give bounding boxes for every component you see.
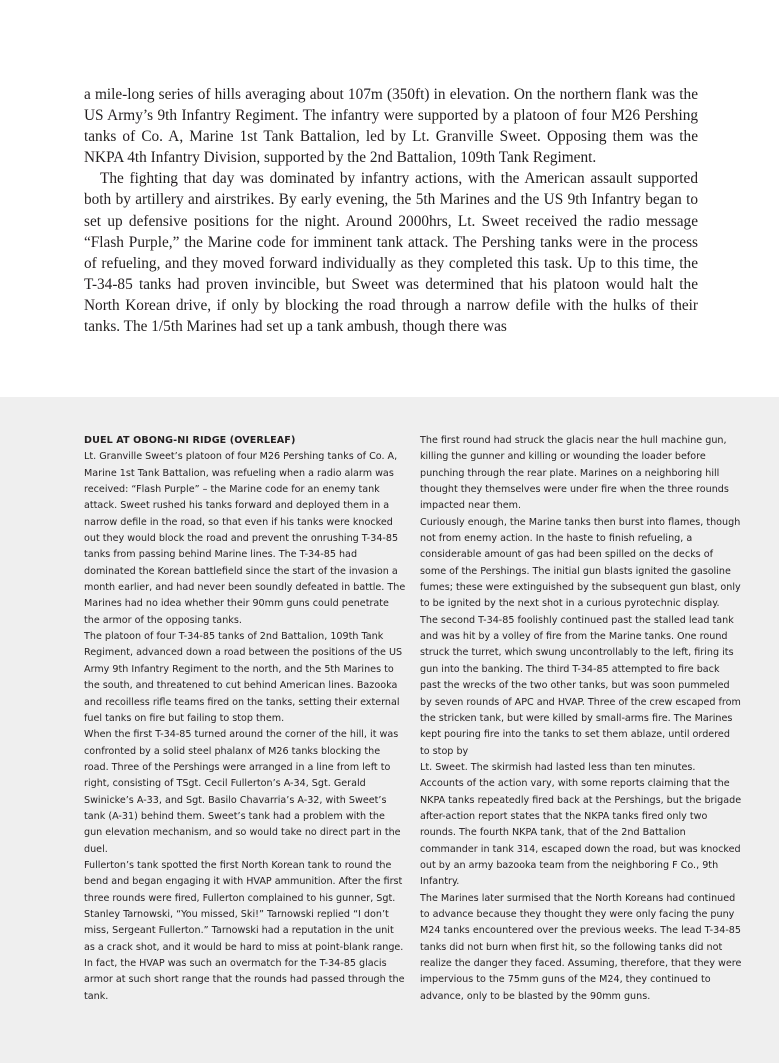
main-paragraph: The fighting that day was dominated by infantry actions, with the American assault supported both by artillery and airstrikes. By early evening, the 5th Marines and the US 9th Infantry began to set up defensive positions for the night. Around 2000hrs, Lt. Sweet received the radio message “Flash Purple,” the Marine code for imminent tank attack. The Pershing tanks were in the process of refueling, and they moved forward individually as they completed this task. Up to this time, the T-34-85 tanks had proven invincible, but Sweet was determined that his platoon would halt the North Korean drive, if only by blocking the road through a narrow defile with the hulks of their tanks. The 1/5th Marines had set up a tank ambush, though there was (84, 170, 698, 336)
caption-paragraph: The second T-34-85 foolishly continued past the stalled lead tank and was hit by a volley of fire from the Marine tanks. One round struck the turret, which swung uncontrollably to the left, firing its gun into the banking. The third T-34-85 attempted to fire back past the wrecks of the two other tanks, but was soon pummeled by seven rounds of APC and HVAP. Three of the crew escaped from the stricken tank, but were killed by small-arms fire. The Marines kept pouring fire into the tanks to set them ablaze, until ordered to stop by (420, 614, 741, 757)
caption-left-column (84, 433, 406, 1005)
main-paragraph: a mile-long series of hills averaging about 107m (350ft) in elevation. On the northern flank was the US Army’s 9th Infantry Regiment. The infantry were supported by a platoon of four M26 Pershing tanks of Co. A, Marine 1st Tank Battalion, led by Lt. Granville Sweet. Opposing them was the NKPA 4th Infantry Division, supported by the 2nd Battalion, 109th Tank Regiment. (84, 86, 698, 167)
caption-paragraph: The Marines later surmised that the North Koreans had continued to advance because they thought they were only facing the puny M24 tanks encountered over the previous weeks. The lead T-34-85 tanks did not burn when first hit, so the following tanks did not realize the danger they faced. Assuming, therefore, that they were impervious to the 75mm guns of the M24, they continued to advance, only to be blasted by the 90mm guns. (420, 892, 742, 1002)
caption-paragraph: When the first T-34-85 turned around the corner of the hill, it was confronted by a solid steel phalanx of M26 tanks blocking the road. Three of the Pershings were arranged in a line from left to right, consisting of TSgt. Cecil Fullerton’s A-34, Sgt. Gerald Swinicke’s A-33, and Sgt. Basilo Chavarria’s A-32, with Sweet’s tank (A-31) behind them. Sweet’s tank had a problem with the gun elevation mechanism, and so would take no direct part in the duel. (84, 729, 401, 855)
caption-paragraph: The platoon of four T-34-85 tanks of 2nd Battalion, 109th Tank Regiment, advanced down a road between the positions of the US Army 9th Infantry Regiment to the north, and the 5th Marines to the south, and threatened to cut behind American lines. Bazooka and recoilless rifle teams fired on the tanks, setting their external fuel tanks on fire but failing to stop them. (84, 631, 403, 724)
main-text-block (84, 84, 698, 337)
caption-paragraph: Lt. Sweet. The skirmish had lasted less than ten minutes. Accounts of the action vary, with some reports claiming that the NKPA tanks repeatedly fired back at the Pershings, but the brigade after-action report states that the NKPA tanks fired only two rounds. The fourth NKPA tank, that of the 2nd Battalion commander in tank 314, escaped down the road, but was knocked out by an army bazooka team from the neighboring F Co., 9th Infantry. (420, 761, 742, 888)
caption-panel (0, 397, 779, 1063)
caption-paragraph: Curiously enough, the Marine tanks then burst into flames, though not from enemy action. In the haste to finish refueling, a considerable amount of gas had been spilled on the decks of some of the Pershings. The initial gun blasts ignited the gasoline fumes; these were extinguished by the subsequent gun blast, only to be ignited by the next shot in a curious pyrotechnic display. (420, 516, 741, 610)
caption-paragraph: The first round had struck the glacis near the hull machine gun, killing the gunner and killing or wounding the loader before punching through the rear plate. Marines on a neighboring hill thought they themselves were under fire when the three rounds impacted near them. (420, 435, 729, 512)
caption-right-column (420, 433, 742, 1005)
caption-paragraph: Fullerton’s tank spotted the first North Korean tank to round the bend and began engaging it with HVAP ammunition. After the first three rounds were fired, Fullerton complained to his gunner, Sgt. Stanley Tarnowski, “You missed, Ski!” Tarnowski replied “I don’t miss, Sergeant Fullerton.” Tarnowski had a reputation in the unit as a crack shot, and it would be hard to miss at point-blank range. In fact, the HVAP was such an overmatch for the T-34-85 glacis armor at such short range that the rounds had passed through the tank. (84, 859, 405, 1002)
caption-paragraph: Lt. Granville Sweet’s platoon of four M26 Pershing tanks of Co. A, Marine 1st Tank Battalion, was refueling when a radio alarm was received: “Flash Purple” – the Marine code for an enemy tank attack. Sweet rushed his tanks forward and deployed them in a narrow defile in the road, so that even if his tanks were knocked out they would block the road and prevent the onrushing T-34-85 tanks from passing behind Marine lines. The T-34-85 had dominated the Korean battlefield since the start of the invasion a month earlier, and had never been soundly defeated in battle. The Marines had no idea whether their 90mm guns could penetrate the armor of the opposing tanks. (84, 451, 406, 626)
caption-title: DUEL AT OBONG-NI RIDGE (OVERLEAF) (84, 435, 296, 446)
